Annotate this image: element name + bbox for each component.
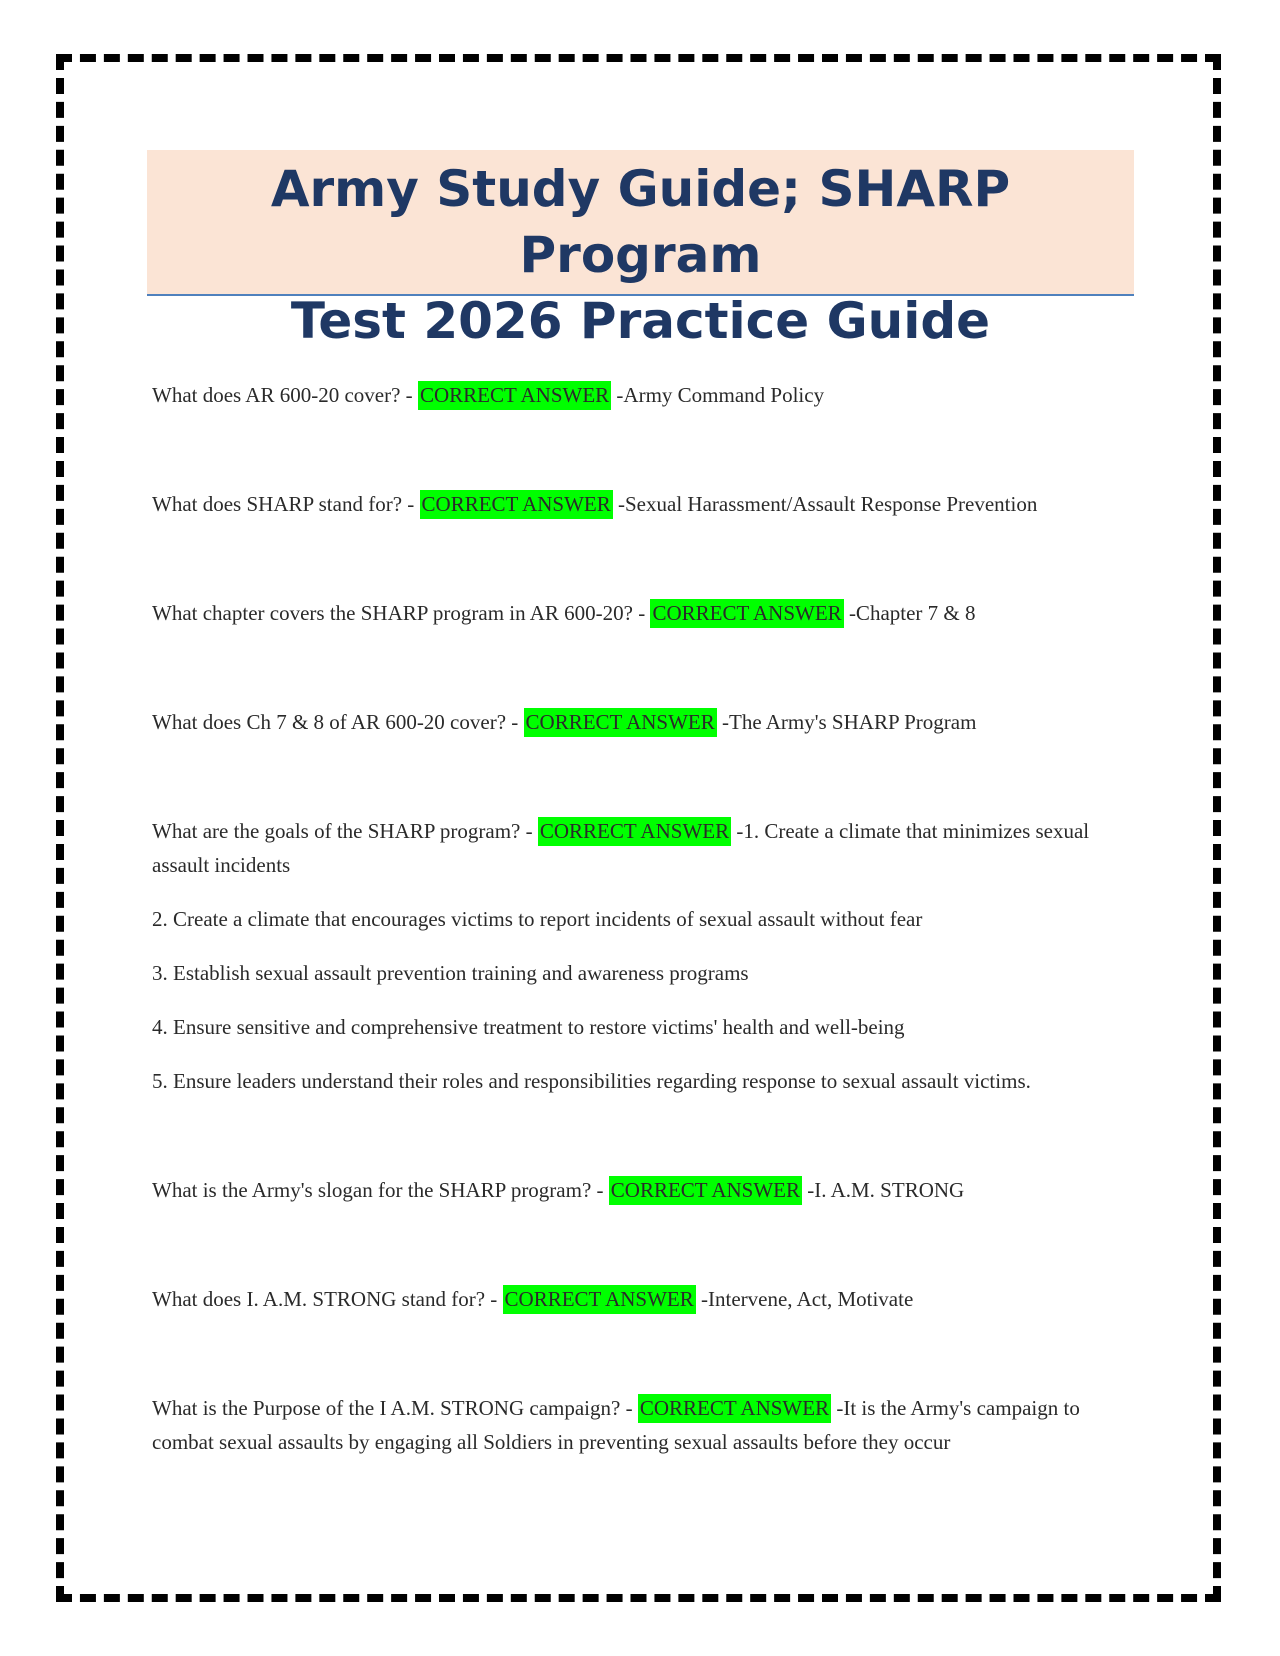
qa-item-5 <box>152 814 1137 1098</box>
answer-text: -Sexual Harassment/Assault Response Prevention <box>612 492 1038 516</box>
goal-list-item: 2. Create a climate that encourages victims to report incidents of sexual assault without fear <box>152 907 923 931</box>
qa-item-8 <box>152 1391 1137 1459</box>
qa-item-3 <box>152 596 1137 630</box>
question-text: What does I. A.M. STRONG stand for? - <box>152 1287 503 1311</box>
goals-question <box>152 814 1137 882</box>
answer-text: -Intervene, Act, Motivate <box>695 1287 914 1311</box>
goal-list-item: 5. Ensure leaders understand their roles and responsibilities regarding response to sexual assault victims. <box>152 1069 1031 1093</box>
answer-text: -It is the Army's campaign to combat sexual assaults by engaging all Soldiers in preventing sexual assaults before they occur <box>152 1396 1080 1454</box>
question-text: What does Ch 7 & 8 of AR 600-20 cover? - <box>152 710 524 734</box>
goal-list-item: 3. Establish sexual assault prevention training and awareness programs <box>152 961 749 985</box>
question-text: What does SHARP stand for? - <box>152 492 420 516</box>
answer-text: -1. Create a climate that minimizes sexual assault incidents <box>152 819 1090 877</box>
correct-answer-label: CORRECT ANSWER <box>538 817 731 846</box>
correct-answer-label: CORRECT ANSWER <box>638 1394 831 1423</box>
question-text: What is the Army's slogan for the SHARP program? - <box>152 1178 609 1202</box>
correct-answer-label: CORRECT ANSWER <box>503 1285 696 1314</box>
question-text: What chapter covers the SHARP program in AR 600-20? - <box>152 601 651 625</box>
question-text: What is the Purpose of the I A.M. STRONG campaign? - <box>152 1396 638 1420</box>
qa-content <box>152 378 1137 1459</box>
answer-text: -I. A.M. STRONG <box>802 1178 965 1202</box>
question-text: What are the goals of the SHARP program? - <box>152 819 538 843</box>
answer-text: -Chapter 7 & 8 <box>843 601 976 625</box>
qa-item-6 <box>152 1173 1137 1207</box>
page-title-line-1: Army Study Guide; SHARP Program <box>270 160 1011 284</box>
page-title-line-2: Test 2026 Practice Guide <box>290 292 991 350</box>
qa-item-4 <box>152 705 1137 739</box>
correct-answer-label: CORRECT ANSWER <box>650 599 843 628</box>
goal-list-item: 4. Ensure sensitive and comprehensive treatment to restore victims' health and well-being <box>152 1015 905 1039</box>
correct-answer-label: CORRECT ANSWER <box>418 381 611 410</box>
qa-item-2 <box>152 487 1137 521</box>
question-text: What does AR 600-20 cover? - <box>152 383 418 407</box>
qa-item-1 <box>152 378 1137 412</box>
qa-item-7 <box>152 1282 1137 1316</box>
answer-text: -Army Command Policy <box>611 383 825 407</box>
correct-answer-label: CORRECT ANSWER <box>420 490 613 519</box>
correct-answer-label: CORRECT ANSWER <box>524 708 717 737</box>
title-box <box>147 150 1134 350</box>
correct-answer-label: CORRECT ANSWER <box>609 1176 802 1205</box>
answer-text: -The Army's SHARP Program <box>716 710 977 734</box>
